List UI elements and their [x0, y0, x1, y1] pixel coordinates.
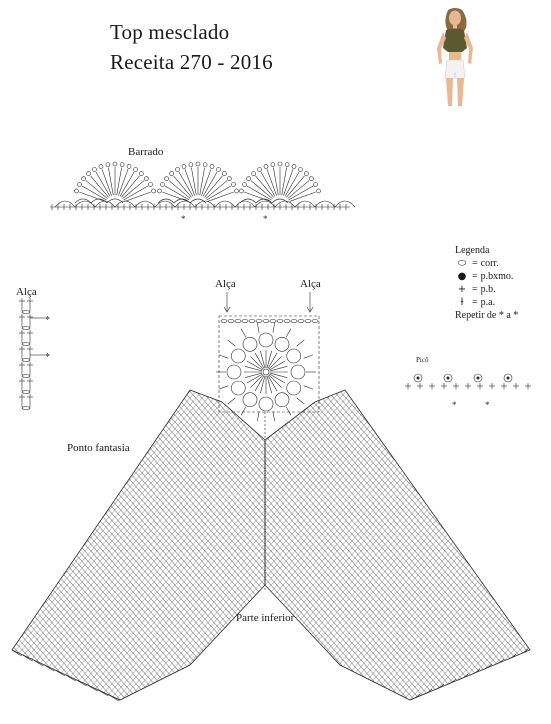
alca-top-right-label: Alça [300, 278, 321, 290]
svg-text:*: * [181, 214, 186, 224]
legend-item: + = p.b. [455, 283, 518, 296]
panel-right [0, 380, 551, 720]
legend-item: ƚ = p.a. [455, 296, 518, 309]
recipe-number: Receita 270 - 2016 [110, 50, 273, 74]
single-crochet-plus-icon: + [457, 284, 467, 295]
bottom-scallop-edge [12, 649, 528, 701]
pico-row [405, 374, 531, 410]
svg-text:*: * [45, 352, 50, 363]
slip-stitch-dot-icon: ● [457, 271, 467, 282]
alca-top-left-label: Alça [215, 278, 236, 290]
parte-inferior-label: Parte inferior [236, 612, 295, 624]
ponto-fantasia-panels [0, 380, 551, 720]
svg-text:*: * [485, 400, 490, 410]
page-title: Top mesclado [110, 20, 230, 44]
center-medallion [216, 316, 319, 421]
legend [455, 244, 518, 322]
barrado-edging [50, 162, 355, 224]
barrado-label: Barrado [128, 146, 164, 158]
ponto-fantasia-label: Ponto fantasia [67, 442, 130, 454]
panel-left [0, 380, 551, 720]
chain-oval-icon: ⬭ [457, 258, 467, 269]
legend-repeat-note: Repetir de * a * [455, 310, 519, 321]
legend-item: ⬭ = corr. [455, 257, 518, 270]
legend-item: ● = p.bxmo. [455, 270, 518, 283]
alca-arrows [224, 292, 313, 312]
svg-text:*: * [263, 214, 268, 224]
alca-strap-chart [19, 298, 50, 410]
svg-text:*: * [45, 315, 50, 326]
alca-side-label: Alça [16, 286, 37, 298]
legend-title: Legenda [455, 245, 490, 256]
double-crochet-icon: ƚ [460, 297, 464, 308]
pico-label: Picô [416, 356, 429, 364]
svg-text:*: * [452, 400, 457, 410]
